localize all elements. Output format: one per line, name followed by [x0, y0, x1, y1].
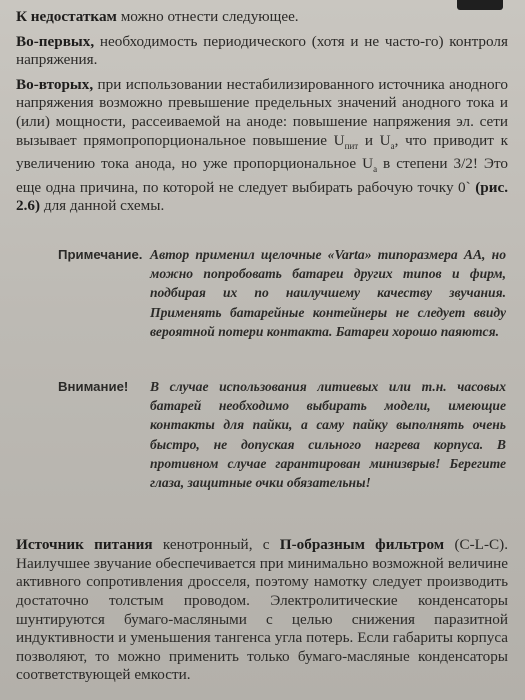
- figure-reference: (рис. 2.6): [16, 178, 509, 215]
- note-label: Примечание.: [58, 247, 143, 262]
- second-text-c: , что приводит к увеличению тока анода, но уже пропорциональное U: [16, 131, 508, 173]
- first-point-paragraph: [16, 33, 508, 70]
- first-text: необходимость периодического (хотя и не часто-го) контроля напряжения.: [16, 32, 508, 69]
- second-text-b: и U: [358, 131, 391, 149]
- second-text-a: при использовании нестабилизированного источника анодного напряжения возможно превышение предельных значений анодного тока и (или) мощности, рассеиваемой на аноде: повышение напряжения эл. сети вызывает прямопропорциональное повышение U: [16, 75, 509, 149]
- subscript-a1: а: [390, 140, 395, 151]
- power-lead: Источник питания: [16, 536, 153, 554]
- second-text-d: в степени 3/2! Это еще одна причина, по которой не следует выбирать рабочую точку 0`: [16, 155, 508, 196]
- subscript-pit: пит: [344, 140, 359, 151]
- note-block: [58, 245, 506, 341]
- intro-lead: К недостаткам: [16, 8, 117, 25]
- book-page: [16, 8, 508, 685]
- warning-text: В случае использования литиевых или т.н. часовых батарей необходимо выбирать модели, имеющие контакты для пайки, а саму пайку выполнять очень быстро, не допуская сильного нагрева корпуса. В противном случае гарантирован минизврыв! Берегите глаза, защитные очки обязательны!: [150, 379, 506, 491]
- intro-text: можно отнести следующее.: [120, 8, 299, 25]
- warning-block: [58, 377, 506, 492]
- first-lead: Во-первых,: [16, 32, 95, 50]
- intro-paragraph: [16, 8, 508, 27]
- second-lead: Во-вторых,: [16, 75, 94, 93]
- power-text-a: кенотронный, с: [162, 536, 270, 554]
- second-text-e: для данной схемы.: [43, 197, 165, 215]
- power-supply-paragraph: [16, 536, 508, 685]
- power-text-b: (C-L-C). Наилучшее звучание обеспечивается при минимально возможной величине активного сопротивления дросселя, поэтому намотку следует производить достаточно толстым проводом. Электролитические конденсаторы шунтируются бумаго-масляными с целью снижения паразитной индуктивности и уменьшения тангенса угла потерь. Если габариты корпуса позволяют, то можно применить только бумаго-масляные конденсаторы соответствующей емкости.: [16, 536, 509, 684]
- warning-label: Внимание!: [58, 379, 129, 395]
- note-text: Автор применил щелочные «Varta» типоразмера АА, но можно попробовать батареи других типов и фирм, подбирая их по наилучшему качеству звучания. Применять батарейные контейнеры не следует ввиду вероятной потери контакта. Батареи хорошо паяются.: [150, 247, 506, 339]
- second-point-paragraph: [16, 76, 508, 216]
- filter-type: П-образным фильтром: [279, 536, 445, 554]
- subscript-a2: а: [373, 164, 378, 175]
